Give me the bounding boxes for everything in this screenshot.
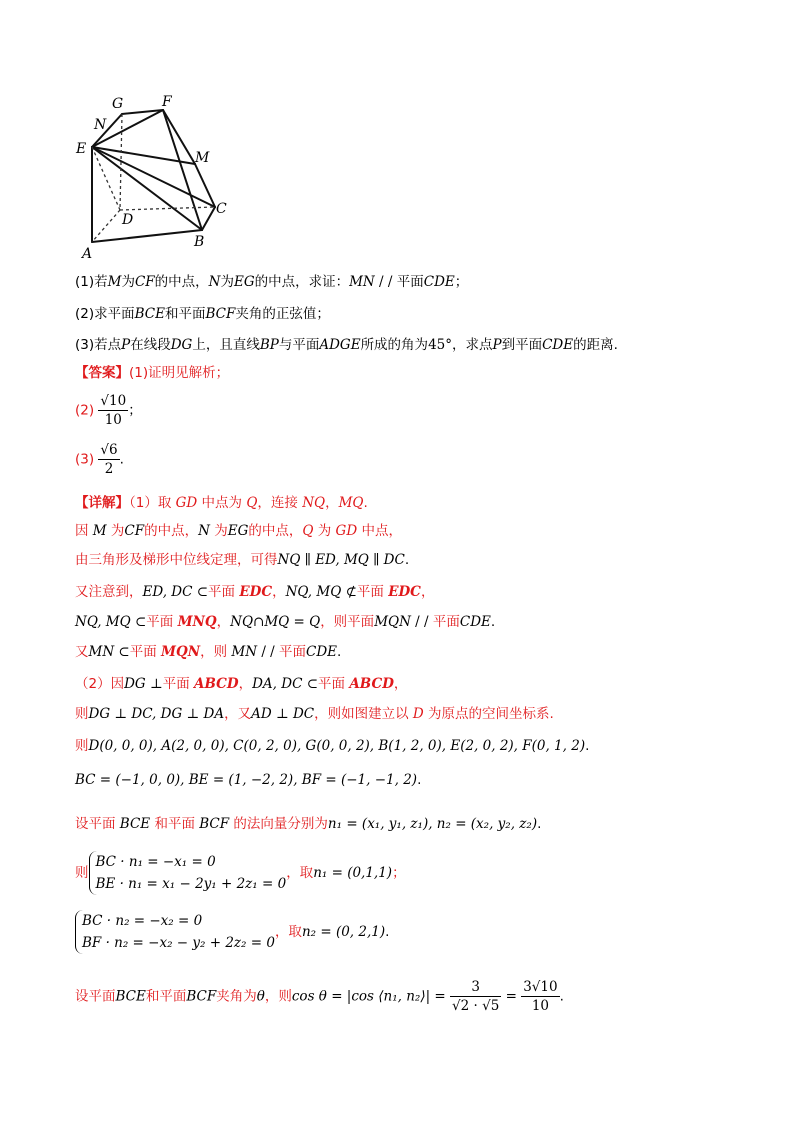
detail-line-14: 设平面BCE和平面BCF夹角为θ，则cos θ = |cos ⟨n₁, n₂⟩| = $\frac{3}{√2 \cdot √5}$ = $\frac{3√10}{10}$ . — [75, 979, 564, 1014]
detail-line-4: 又注意到，ED, DC ⊂平面 EDC，NQ, MQ ⊄平面 EDC， — [75, 584, 435, 600]
detail-line-8: 则DG ⊥ DC, DG ⊥ DA，又AD ⊥ DC，则如图建立以 D 为原点的空间坐标系. — [75, 706, 554, 722]
geometry-figure — [70, 92, 240, 264]
label-E: E — [76, 141, 87, 157]
label-G: G — [112, 96, 124, 112]
detail-line-11: 设平面 BCE 和平面 BCF 的法向量分别为n₁ = (x₁, y₁, z₁), n₂ = (x₂, y₂, z₂). — [75, 816, 542, 832]
detail-line-7: （2）因DG ⊥平面 ABCD，DA, DC ⊂平面 ABCD， — [75, 676, 408, 692]
label-D: D — [122, 212, 134, 228]
detail-line-12: 则 BC · n₁ = −x₁ = 0 BE · n₁ = x₁ − 2y₁ + 2z₁ = 0 ，取n₁ = (0,1,1)； — [75, 851, 406, 895]
question-2: (2)求平面BCE和平面BCF夹角的正弦值； — [75, 306, 330, 322]
detail-line-2: 因 M 为CF的中点，N 为EG的中点，Q 为 GD 中点， — [75, 523, 402, 539]
question-1: (1)若M为CF的中点，N为EG的中点，求证：MN / / 平面CDE； — [75, 274, 469, 290]
detail-line-5: NQ, MQ ⊂平面 MNQ，NQ∩MQ = Q，则平面MQN / / 平面CDE. — [75, 614, 496, 630]
label-C: C — [216, 201, 227, 217]
label-M: M — [195, 150, 210, 166]
detail-line-6: 又MN ⊂平面 MQN，则 MN / / 平面CDE. — [75, 644, 342, 660]
question-3: (3)若点P在线段DG上，且直线BP与平面ADGE所成的角为45°，求点P到平面CDE的距离. — [75, 337, 618, 353]
detail-line-13: BC · n₂ = −x₂ = 0 BF · n₂ = −x₂ − y₂ + 2z₂ = 0 ，取n₂ = (0, 2,1). — [75, 910, 389, 954]
detail-line-10: BC = (−1, 0, 0), BE = (1, −2, 2), BF = (−1, −1, 2). — [75, 772, 422, 788]
answer-3: (3) $\frac{√6}{2}$ . — [75, 442, 124, 477]
label-B: B — [194, 234, 205, 250]
answer-1: 【答案】(1)证明见解析； — [75, 365, 230, 381]
equation-system-2: BC · n₂ = −x₂ = 0 BF · n₂ = −x₂ − y₂ + 2z₂ = 0 — [75, 910, 275, 954]
label-N: N — [94, 117, 107, 133]
detail-line-9: 则D(0, 0, 0), A(2, 0, 0), C(0, 2, 0), G(0, 0, 2), B(1, 2, 0), E(2, 0, 2), F(0, 1, 2). — [75, 738, 590, 754]
label-A: A — [82, 246, 93, 262]
answer-2: (2) $\frac{√10}{10}$ ； — [75, 393, 142, 428]
detail-line-1: 【详解】（1）取 GD 中点为 Q，连接 NQ，MQ. — [75, 495, 368, 511]
equation-system-1: BC · n₁ = −x₁ = 0 BE · n₁ = x₁ − 2y₁ + 2z₁ = 0 — [89, 851, 287, 895]
label-F: F — [162, 94, 172, 110]
detail-line-3: 由三角形及梯形中位线定理，可得NQ ∥ ED, MQ ∥ DC. — [75, 552, 410, 568]
